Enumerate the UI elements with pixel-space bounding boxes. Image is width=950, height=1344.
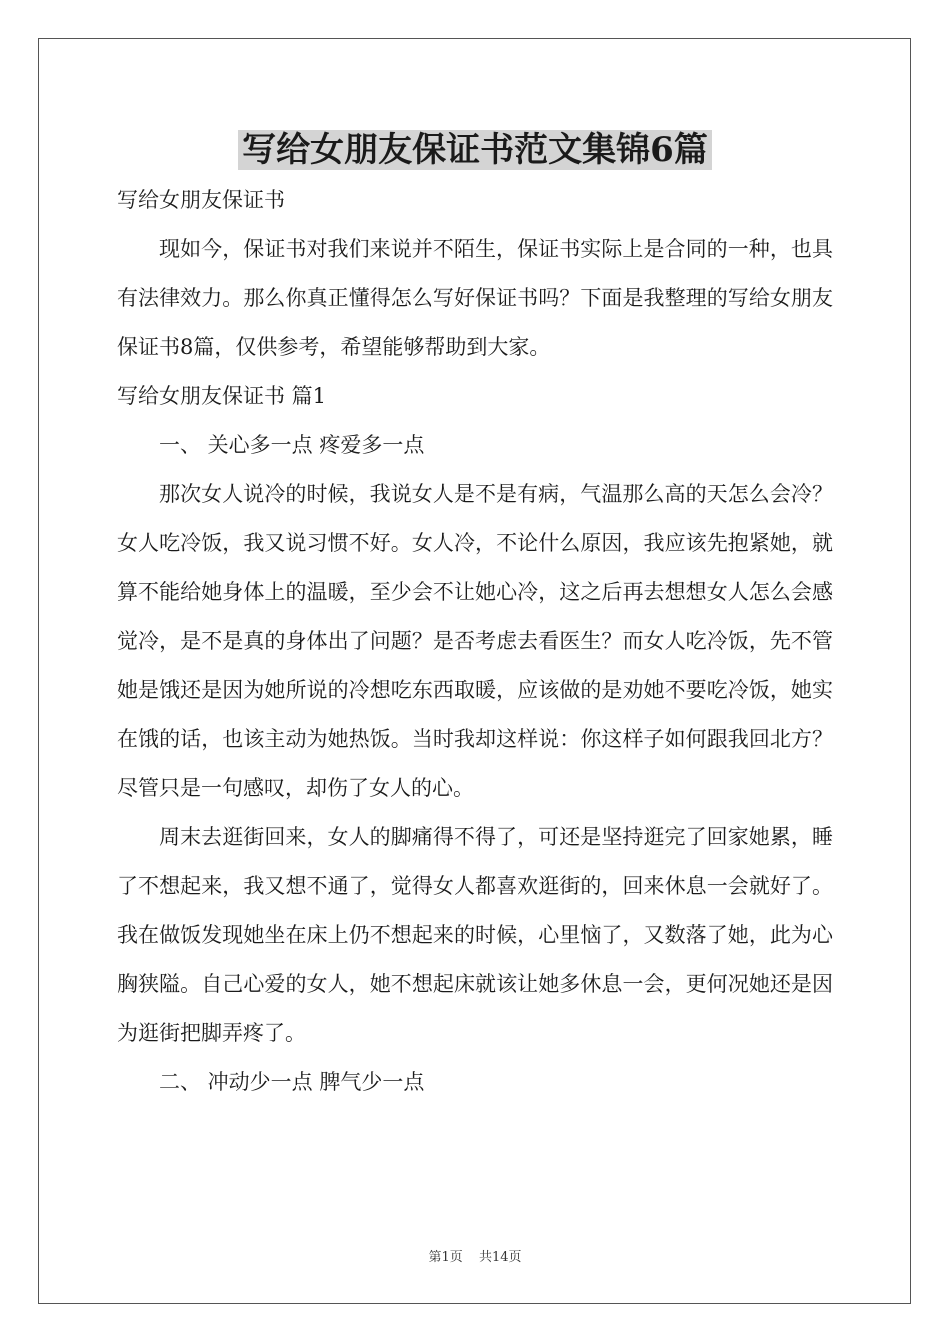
- body-paragraph: 周末去逛街回来，女人的脚痛得不得了，可还是坚持逛完了回家她累，睡了不想起来，我又想不通了，觉得女人都喜欢逛街的，回来休息一会就好了。我在做饭发现她坐在床上仍不想起来的时候，心里恼了，又数落了她，此为心胸狭隘。自己心爱的女人，她不想起床就该让她多休息一会，更何况她还是因为逛街把脚弄疼了。: [117, 825, 833, 1045]
- document-title: [0, 128, 950, 172]
- intro-paragraph: 现如今，保证书对我们来说并不陌生，保证书实际上是合同的一种，也具有法律效力。那么你真正懂得怎么写好保证书吗？下面是我整理的写给女朋友保证书8篇，仅供参考，希望能够帮助到大家。: [117, 237, 833, 359]
- page-number: 第1页: [428, 1250, 463, 1265]
- page-total: 共14页: [478, 1250, 522, 1265]
- subtitle: 写给女朋友保证书: [117, 188, 285, 212]
- point-heading-2: 二、 冲动少一点 脾气少一点: [159, 1070, 425, 1094]
- document-body: [117, 176, 833, 1107]
- point-heading-1: 一、 关心多一点 疼爱多一点: [159, 433, 425, 457]
- section-title: 写给女朋友保证书 篇1: [117, 384, 327, 408]
- body-paragraph: 那次女人说冷的时候，我说女人是不是有病，气温那么高的天怎么会冷？女人吃冷饭，我又说习惯不好。女人冷，不论什么原因，我应该先抱紧她，就算不能给她身体上的温暖，至少会不让她心冷，这之后再去想想女人怎么会感觉冷，是不是真的身体出了问题？是否考虑去看医生？而女人吃冷饭，先不管她是饿还是因为她所说的冷想吃东西取暖，应该做的是劝她不要吃冷饭，她实在饿的话，也该主动为她热饭。当时我却这样说：你这样子如何跟我回北方？尽管只是一句感叹，却伤了女人的心。: [117, 482, 833, 800]
- title-text: 写给女朋友保证书范文集锦6篇: [238, 130, 712, 170]
- page-footer: [0, 1246, 950, 1265]
